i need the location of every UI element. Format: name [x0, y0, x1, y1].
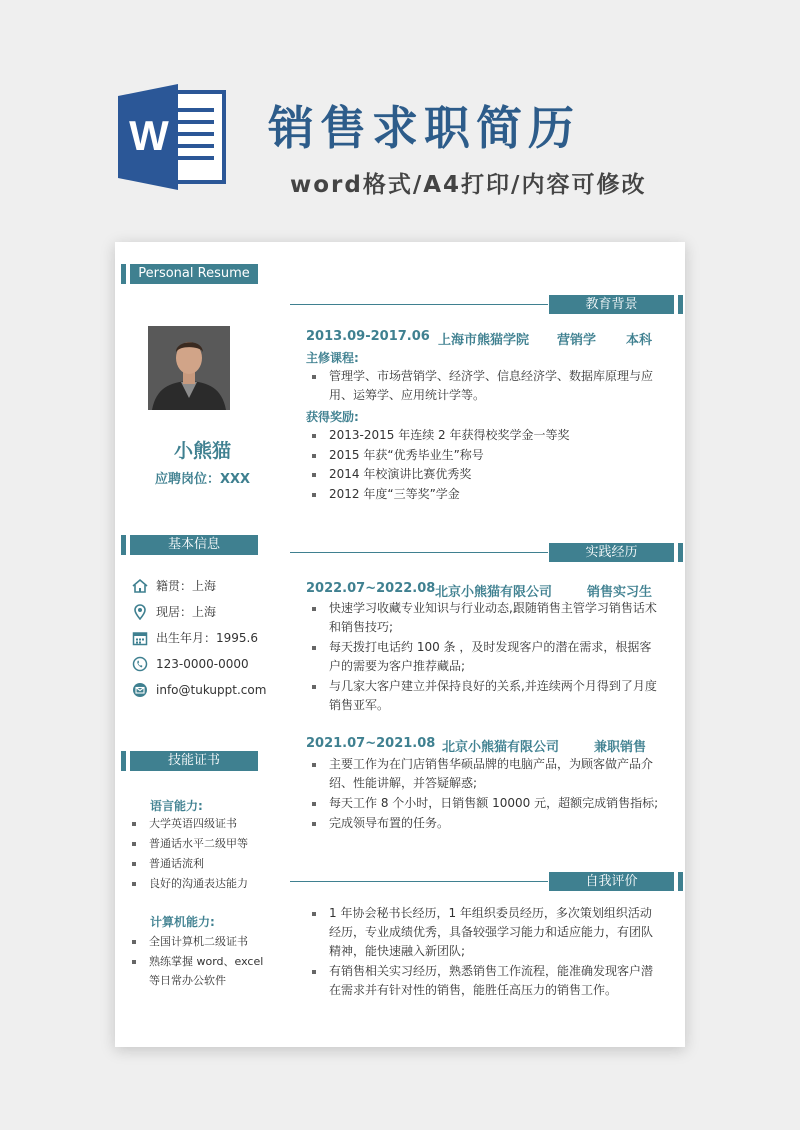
computer-heading: 计算机能力:	[150, 915, 215, 929]
info-text: 现居：上海	[156, 605, 217, 619]
email-icon	[132, 682, 148, 698]
calendar-icon	[132, 630, 148, 646]
edu-degree: 本科	[626, 333, 653, 348]
applied-position: 应聘岗位：XXX	[154, 472, 251, 487]
word-icon-letter: W	[129, 112, 169, 159]
courses-heading: 主修课程:	[306, 351, 359, 365]
job-period: 2022.07~2022.08	[306, 581, 436, 596]
section-divider	[290, 881, 548, 882]
awards-heading: 获得奖励:	[306, 410, 359, 424]
avatar	[148, 326, 230, 410]
list-item-continued: 等日常办公软件	[149, 974, 226, 987]
edu-period: 2013.09-2017.06	[306, 329, 430, 344]
info-text: 出生年月：1995.6	[156, 631, 258, 645]
section-divider	[290, 304, 548, 305]
job-period: 2021.07~2021.08	[306, 736, 436, 751]
job-role: 兼职销售	[594, 740, 647, 755]
location-pin-icon	[132, 604, 148, 620]
phone-icon	[132, 656, 148, 672]
language-heading: 语言能力:	[150, 799, 203, 813]
page-subtitle: word格式/A4打印/内容可修改	[290, 172, 647, 198]
info-text: info@tukuppt.com	[156, 683, 267, 697]
edu-major: 营销学	[557, 333, 597, 348]
home-icon	[132, 578, 148, 594]
candidate-name: 小熊猫	[173, 440, 231, 462]
page-title: 销售求职简历	[268, 101, 580, 155]
edu-school: 上海市熊猫学院	[438, 333, 530, 348]
job-company: 北京小熊猫有限公司	[442, 740, 560, 755]
word-document-icon	[118, 84, 228, 190]
job-role: 销售实习生	[587, 585, 653, 600]
job-company: 北京小熊猫有限公司	[435, 585, 553, 600]
info-text: 123-0000-0000	[156, 657, 249, 671]
info-text: 籍贯：上海	[156, 579, 217, 593]
section-divider	[290, 552, 548, 553]
